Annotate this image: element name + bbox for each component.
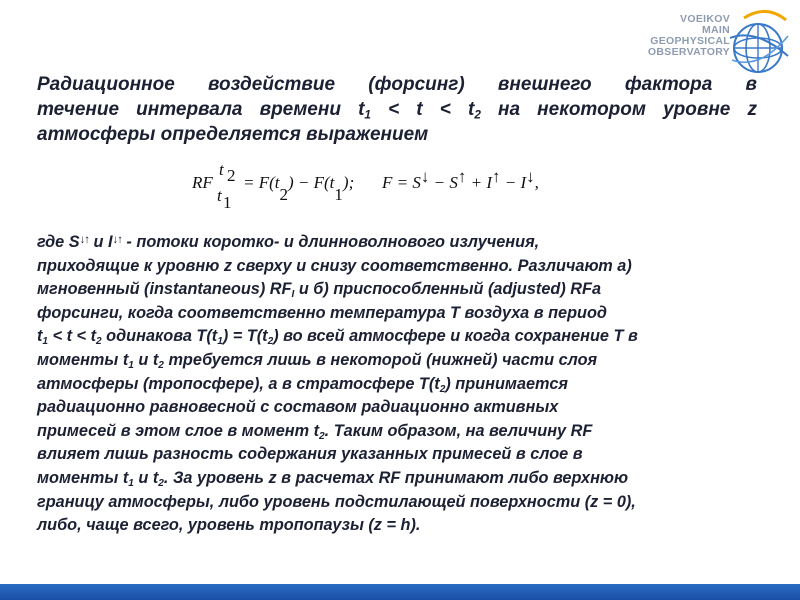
body-line: атмосферы (тропосфере), а в стратосфере $T(t_2)$ принимается [37,374,568,395]
body-line: моменты $t_1$ и $t_2$ требуется лишь в некоторой (нижней) части слоя [37,350,598,371]
body-line: примесей в этом слое в момент $t_2$. Таким образом, на величину RF [37,421,593,442]
formula-lower-index: 1 [223,193,232,212]
body-line: моменты $t_1$ и $t_2$. За уровень z в расчетах RF принимают либо верхнюю [37,468,629,489]
intro-line: атмосферы определяется выражением [37,124,429,145]
formula-rf: RF [192,173,213,192]
footer-bar [0,584,800,600]
definition-paragraph [37,229,775,538]
formula-rhs-1: = F(t2) − F(t1); [243,173,355,204]
observatory-logo-text [600,14,730,58]
intro-line: течение интервала времени $t_1 < t < t_2$ на некотором уровне z [37,99,757,122]
formula-rhs-2: F = S↓ − S↑ + I↑ − I↓, [382,167,539,192]
formula-upper-t: t [219,160,224,179]
body-line: влияет лишь разность содержания указанных примесей в слое в [37,445,583,464]
intro-line: Радиационное воздействие (форсинг) внешнего фактора в [37,74,757,95]
formula-upper-index: 2 [227,166,236,185]
body-line: границу атмосферы, либо уровень подстилающей поверхности (z = 0), [37,492,636,511]
body-line: форсинги, когда соответственно температура T воздуха в период [37,303,607,322]
body-line: приходящие к уровню z сверху и снизу соответственно. Различают а) [37,256,632,275]
body-line: мгновенный (instantaneous) $RF_I$ и б) приспособленный (adjusted) RFa [37,280,602,301]
logo-line: GEOPHYSICAL [650,35,730,47]
globe-icon [726,8,792,78]
formula-lower-t: t [217,186,222,205]
forcing-formula [192,156,572,214]
body-line: где S↓↑ и I↓↑ - потоки коротко- и длинноволнового излучения, [37,232,540,251]
logo-line: OBSERVATORY [647,46,730,58]
body-line: либо, чаще всего, уровень тропопаузы (z = h). [37,516,421,535]
intro-paragraph [37,72,757,147]
body-line: $t_1 < t < t_2$ одинакова $T(t_1) = T(t_2)$ во всей атмосфере и когда сохранение T в [37,327,638,348]
body-line: радиационно равновесной с составом радиационно активных [37,398,559,417]
logo-line: VOEIKOV [680,13,730,25]
logo-line: MAIN [701,24,730,36]
